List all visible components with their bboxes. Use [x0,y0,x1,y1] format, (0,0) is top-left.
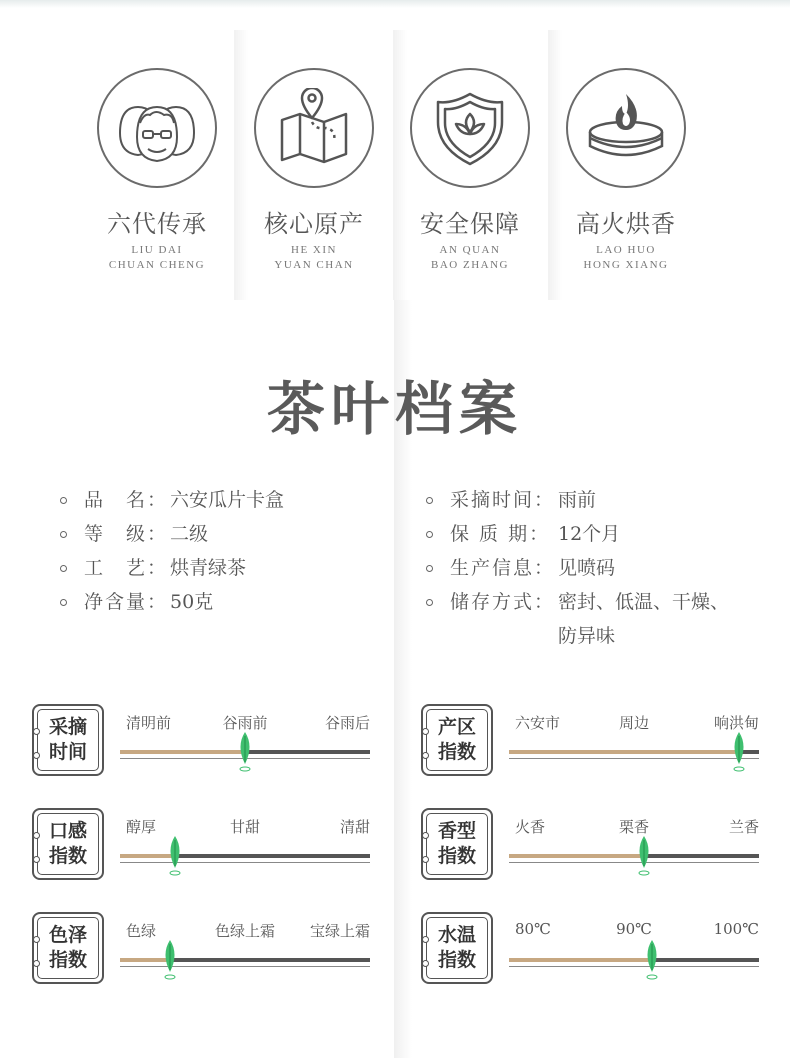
index-label: 采摘 [48,716,87,738]
index-box-dot [422,728,429,735]
info-label: 储存方式： [450,591,556,613]
index-label-box [32,808,104,880]
info-label: 净含量： [84,591,169,613]
info-label: 等 级： [84,523,169,545]
index-label: 色泽 [48,924,87,946]
index-ticks [509,712,759,732]
index-label-box [32,704,104,776]
feature-subtitle: YUAN CHAN [274,259,354,271]
index-label: 指数 [437,741,476,763]
index-underline [120,966,370,967]
feature-title: 核心原产 [264,210,364,238]
index-label: 香型 [437,820,476,842]
info-row [426,517,776,551]
bullet-icon [60,599,67,606]
info-list-right [426,483,776,653]
index-fill [509,854,644,858]
index-tick-label: 响洪甸 [713,714,759,732]
flame-stove-icon [566,68,686,188]
index-label: 指数 [48,949,87,971]
index-tick-label: 醇厚 [126,818,157,836]
top-shadow [0,0,790,8]
index-label-box [421,912,493,984]
index-track [120,958,370,962]
section-heading: 茶叶档案 [266,375,523,443]
tea-leaf-marker-icon [644,940,660,980]
index-box-dot [33,832,40,839]
index-block [421,704,761,778]
index-track [509,958,759,962]
feature-item [546,68,706,273]
index-ticks [120,712,370,732]
index-label: 口感 [48,820,87,842]
index-box-dot [422,936,429,943]
index-box-dot [33,856,40,863]
bullet-icon [426,497,433,504]
feature-subtitle: CHUAN CHENG [108,259,206,271]
index-tick-label: 甘甜 [229,818,261,836]
index-label: 指数 [437,949,476,971]
feature-item [234,68,394,273]
index-block [421,808,761,882]
info-value: 防异味 [558,625,616,647]
info-value: 雨前 [558,489,597,511]
feature-title: 高火烘香 [576,210,676,238]
feature-subtitle: AN QUAN [439,244,501,256]
bullet-icon [60,565,67,572]
index-tick-label: 清明前 [126,714,172,732]
feature-subtitle: LAO HUO [596,244,656,256]
info-label: 生产信息： [450,557,556,579]
info-value: 二级 [170,523,209,545]
index-label-frame [37,917,99,979]
feature-item [77,68,237,273]
index-ticks [120,920,370,940]
index-label-box [421,808,493,880]
index-label: 水温 [437,924,476,946]
tea-leaf-marker-icon [167,836,183,876]
feature-title: 安全保障 [420,210,520,238]
tea-leaf-marker-icon [237,732,253,772]
feature-subtitle: BAO ZHANG [431,259,509,271]
info-label: 品 名： [84,489,169,511]
index-label-frame [426,813,488,875]
index-fill [509,958,652,962]
index-tick-label: 90℃ [616,920,652,938]
info-list-left [60,483,380,619]
info-row [60,551,380,585]
index-block [421,912,761,986]
index-underline [509,758,759,759]
index-box-dot [33,936,40,943]
index-tick-label: 色绿 [126,922,157,940]
info-row [60,483,380,517]
index-tick-label: 周边 [618,714,650,732]
index-box-dot [422,960,429,967]
index-label-box [32,912,104,984]
index-tick-label: 火香 [515,818,546,836]
index-tick-label: 100℃ [713,920,759,938]
info-row [426,585,776,619]
index-label-box [421,704,493,776]
info-value: 烘青绿茶 [170,557,247,579]
feature-item [390,68,550,273]
index-underline [509,862,759,863]
bullet-icon [426,565,433,572]
index-label-frame [426,917,488,979]
index-ticks [509,816,759,836]
info-value: 12个月 [558,523,621,545]
index-ticks [120,816,370,836]
tea-leaf-marker-icon [731,732,747,772]
feature-subtitle: HE XIN [291,244,337,256]
info-value: 50克 [170,591,214,613]
bullet-icon [60,497,67,504]
index-block [32,704,372,778]
info-row [60,585,380,619]
index-underline [509,966,759,967]
feature-title: 六代传承 [107,210,207,238]
bullet-icon [60,531,67,538]
index-ticks [509,920,759,940]
index-tick-label: 宝绿上霜 [309,922,370,940]
index-label: 指数 [437,845,476,867]
index-track [509,854,759,858]
info-row [426,483,776,517]
index-box-dot [33,752,40,759]
index-box-dot [422,752,429,759]
info-value: 见喷码 [558,557,616,579]
info-value: 密封、低温、干燥、 [558,591,730,613]
index-label-frame [37,813,99,875]
index-label-frame [37,709,99,771]
info-label: 采摘时间： [450,489,556,511]
index-box-dot [422,832,429,839]
index-tick-label: 兰香 [728,818,759,836]
info-row [426,551,776,585]
index-underline [120,862,370,863]
info-value: 六安瓜片卡盒 [170,489,285,511]
info-row [60,517,380,551]
index-label: 指数 [48,845,87,867]
info-row-continued [426,619,776,653]
index-tick-label: 栗香 [618,818,650,836]
info-label: 工 艺： [84,557,169,579]
index-box-dot [33,960,40,967]
index-label-frame [426,709,488,771]
index-fill [120,750,245,754]
index-block [32,808,372,882]
index-tick-label: 清甜 [339,818,370,836]
index-tick-label: 80℃ [515,920,551,938]
index-track [120,854,370,858]
feature-subtitle: LIU DAI [131,244,183,256]
index-box-dot [422,856,429,863]
shield-leaf-icon [410,68,530,188]
index-box-dot [33,728,40,735]
feature-subtitle: HONG XIANG [583,259,669,271]
index-label: 时间 [48,741,87,763]
map-pin-icon [254,68,374,188]
index-fill [509,750,739,754]
tea-leaf-marker-icon [636,836,652,876]
index-track [509,750,759,754]
index-label: 产区 [437,716,476,738]
index-block [32,912,372,986]
family-faces-icon [97,68,217,188]
tea-leaf-marker-icon [162,940,178,980]
index-tick-label: 谷雨前 [222,714,268,732]
info-label: 保 质 期： [450,523,551,545]
bullet-icon [426,531,433,538]
index-tick-label: 谷雨后 [324,714,370,732]
index-tick-label: 色绿上霜 [214,922,276,940]
index-tick-label: 六安市 [515,714,561,732]
bullet-icon [426,599,433,606]
